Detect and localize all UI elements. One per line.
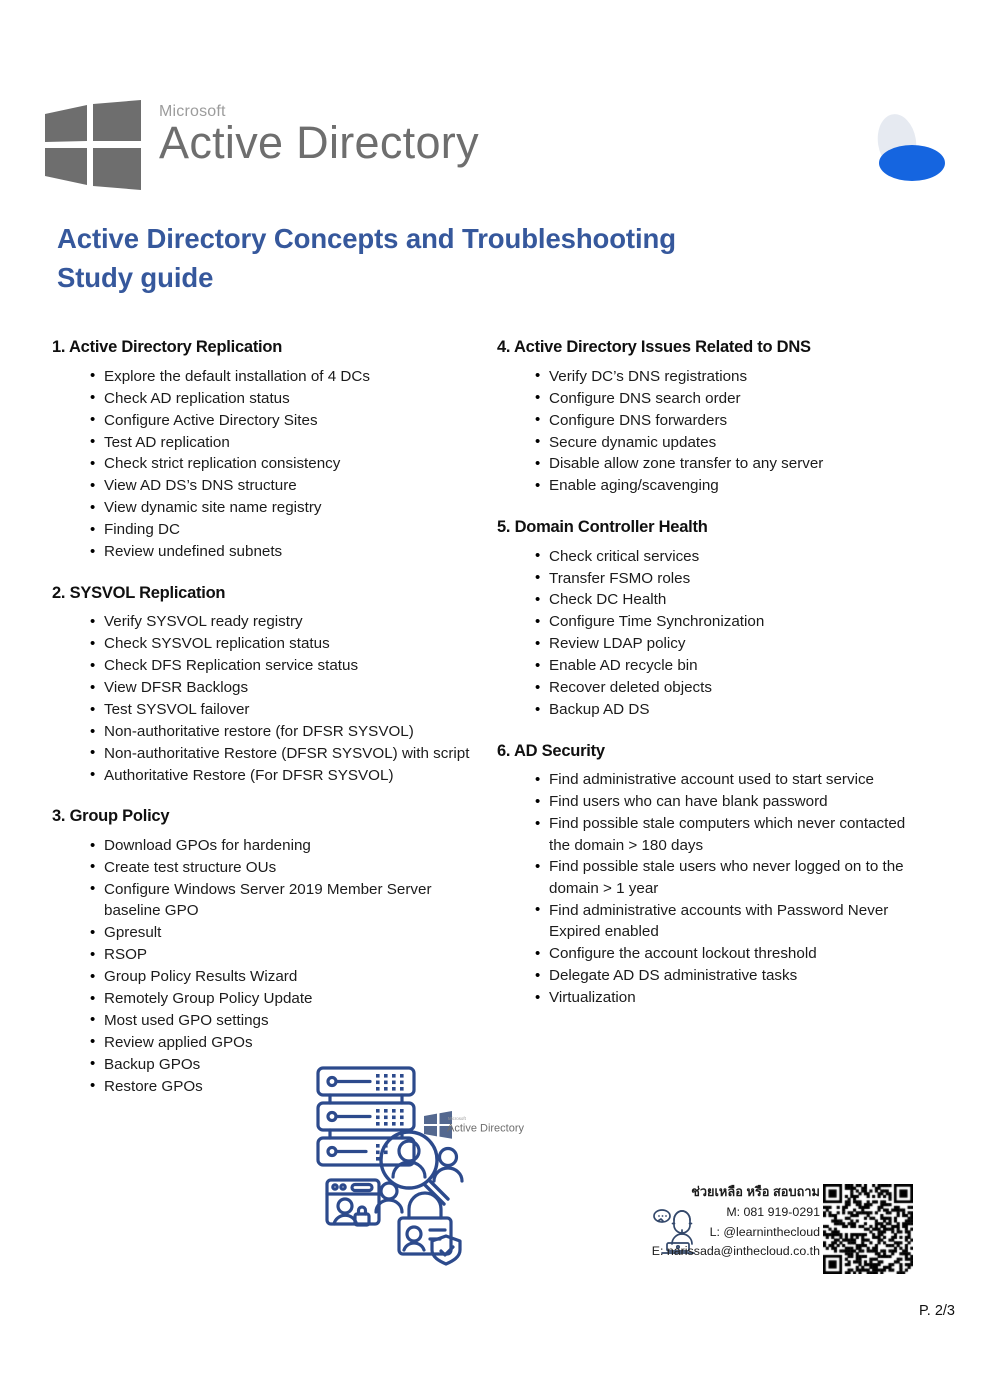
list-item: • Configure DNS search order [535,388,917,409]
section-3 [52,807,488,1097]
list-item: • Configure DNS forwarders [535,410,917,431]
list-item: • Remotely Group Policy Update [90,988,488,1009]
list-item: • Delegate AD DS administrative tasks [535,965,917,986]
contact-details [628,1182,820,1262]
section-item-list [52,611,488,786]
list-item: • Verify DC’s DNS registrations [535,366,917,387]
ad-badge-icon [424,1111,525,1139]
section-heading: 4. Active Directory Issues Related to DNS [497,338,811,356]
list-item: • Verify SYSVOL ready registry [90,611,488,632]
right-column [497,338,917,1029]
section-4 [497,338,917,497]
list-item: • Find possible stale computers which never contacted the domain > 180 days [535,813,917,856]
contact-email: E: narissada@inthecloud.co.th [651,1244,820,1259]
decorative-ellipses [857,108,957,193]
list-item: • Review undefined subnets [90,541,488,562]
list-item: • Find administrative account used to start service [535,769,917,790]
list-item: • Restore GPOs [90,1076,488,1097]
list-item: • Find administrative accounts with Password Never Expired enabled [535,900,917,943]
list-item: • Check DFS Replication service status [90,655,488,676]
list-item: • Group Policy Results Wizard [90,966,488,987]
section-5 [497,518,917,721]
list-item: • Backup GPOs [90,1054,488,1075]
brand-lockup [45,100,479,190]
list-item: • Check AD replication status [90,388,488,409]
list-item: • Test AD replication [90,432,488,453]
list-item: • Transfer FSMO roles [535,568,917,589]
page-title-line-2: Study guide [57,262,214,294]
section-6 [497,742,917,1009]
active-directory-illustration [296,1058,536,1273]
section-item-list [52,366,488,563]
contact-heading-thai: ช่วยเหลือ หรือ สอบถาม [691,1184,820,1199]
list-item: • View DFSR Backlogs [90,677,488,698]
list-item: • RSOP [90,944,488,965]
list-item: • Authoritative Restore (For DFSR SYSVOL) [90,765,488,786]
section-item-list [497,366,917,497]
list-item: • Enable aging/scavenging [535,475,917,496]
svg-text:Active Directory: Active Directory [447,1122,525,1135]
left-column [52,338,488,1118]
list-item: • Find users who can have blank password [535,791,917,812]
contact-mobile: M: 081 919-0291 [726,1205,820,1220]
list-item: • Download GPOs for hardening [90,835,488,856]
list-item: • Check SYSVOL replication status [90,633,488,654]
list-item: • Most used GPO settings [90,1010,488,1031]
page-title [57,219,857,297]
list-item: • Non-authoritative restore (for DFSR SYSVOL) [90,721,488,742]
list-item: • Check DC Health [535,589,917,610]
section-1 [52,338,488,563]
brand-wordmark [159,103,479,168]
page-title-line-1: Active Directory Concepts and Troubleshooting [57,223,676,254]
page-number: P. 2/3 [918,1303,955,1319]
svg-text:Microsoft: Microsoft [448,1116,466,1121]
section-item-list [497,769,917,1008]
list-item: • Enable AD recycle bin [535,655,917,676]
windows-logo-icon [45,100,141,190]
section-2 [52,584,488,787]
contact-line-id: L: @learninthecloud [709,1224,820,1239]
section-heading: 3. Group Policy [52,807,170,826]
list-item: • Non-authoritative Restore (DFSR SYSVOL) with script [90,743,488,764]
list-item: • View dynamic site name registry [90,497,488,518]
list-item: • Disable allow zone transfer to any server [535,453,917,474]
section-heading: 2. SYSVOL Replication [52,583,226,602]
list-item: • Gpresult [90,922,488,943]
section-heading: 6. AD Security [497,741,605,760]
list-item: • Review LDAP policy [535,633,917,654]
list-item: • Check strict replication consistency [90,453,488,474]
list-item: • Secure dynamic updates [535,432,917,453]
qr-code[interactable] [823,1184,913,1274]
section-heading: 5. Domain Controller Health [497,517,708,536]
list-item: • Configure Active Directory Sites [90,410,488,431]
section-heading: 1. Active Directory Replication [52,338,283,356]
list-item: • Virtualization [535,987,917,1008]
list-item: • Create test structure OUs [90,857,488,878]
list-item: • Check critical services [535,546,917,567]
list-item: • Finding DC [90,519,488,540]
list-item: • Find possible stale users who never logged on to the domain > 1 year [535,856,917,899]
list-item: • Configure Time Synchronization [535,611,917,632]
list-item: • Recover deleted objects [535,677,917,698]
list-item: • Backup AD DS [535,699,917,720]
list-item: • Explore the default installation of 4 DCs [90,366,488,387]
list-item: • Test SYSVOL failover [90,699,488,720]
list-item: • Review applied GPOs [90,1032,488,1053]
section-item-list [497,546,917,721]
brand-microsoft-label: Microsoft [159,103,226,120]
list-item: • Configure the account lockout threshold [535,943,917,964]
brand-product-label: Active Directory [159,117,479,168]
list-item: • Configure Windows Server 2019 Member Server baseline GPO [90,879,488,922]
list-item: • View AD DS’s DNS structure [90,475,488,496]
